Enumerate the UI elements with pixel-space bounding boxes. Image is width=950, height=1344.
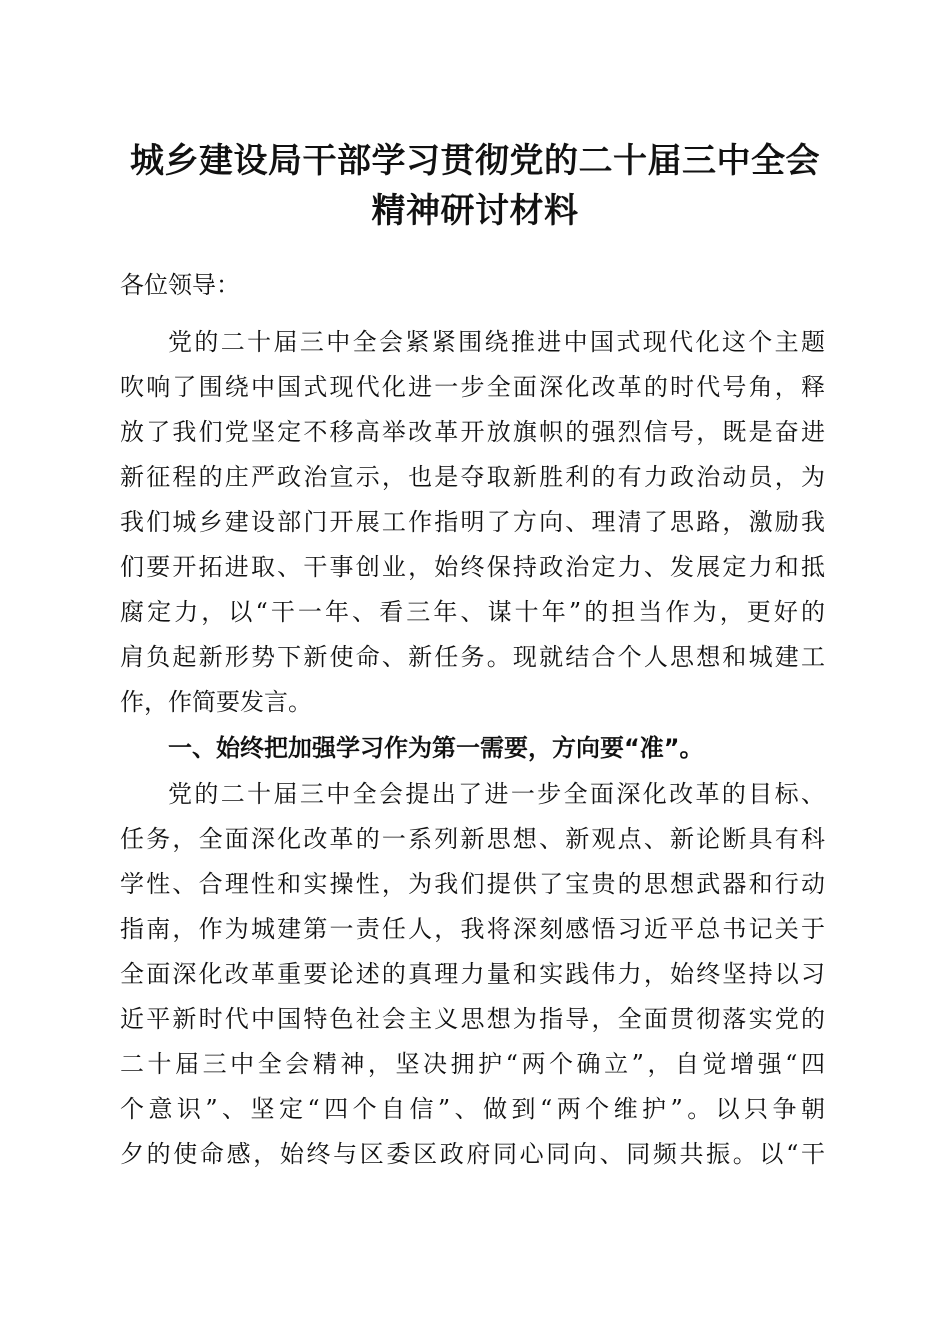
- paragraph-2-line: 近平新时代中国特色社会主义思想为指导，全面贯彻落实党的: [120, 1005, 825, 1033]
- paragraph-1-line: 作，作简要发言。: [120, 688, 312, 716]
- document-title-line-2: 精神研讨材料: [371, 191, 579, 231]
- paragraph-2-line: 个意识”、坚定“四个自信”、做到“两个维护”。以只争朝: [120, 1095, 825, 1123]
- paragraph-2-line: 指南，作为城建第一责任人，我将深刻感悟习近平总书记关于: [120, 915, 825, 943]
- section-heading-1: 一、始终把加强学习作为第一需要，方向要“准”。: [168, 734, 704, 762]
- salutation: 各位领导：: [120, 271, 240, 299]
- paragraph-1-line: 放了我们党坚定不移高举改革开放旗帜的强烈信号，既是奋进: [120, 418, 825, 446]
- paragraph-1-line: 新征程的庄严政治宣示，也是夺取新胜利的有力政治动员，为: [120, 463, 825, 491]
- paragraph-1-line: 腐定力，以“干一年、看三年、谋十年”的担当作为，更好的: [120, 598, 825, 626]
- paragraph-2-line: 二十届三中全会精神，坚决拥护“两个确立”，自觉增强“四: [120, 1050, 825, 1078]
- paragraph-2-line: 党的二十届三中全会提出了进一步全面深化改革的目标、: [168, 780, 825, 808]
- paragraph-2-line: 任务，全面深化改革的一系列新思想、新观点、新论断具有科: [120, 825, 825, 853]
- paragraph-2-line: 学性、合理性和实操性，为我们提供了宝贵的思想武器和行动: [120, 870, 825, 898]
- paragraph-1-line: 们要开拓进取、干事创业，始终保持政治定力、发展定力和抵: [120, 553, 825, 581]
- paragraph-2-line: 夕的使命感，始终与区委区政府同心同向、同频共振。以“干: [120, 1140, 825, 1168]
- paragraph-1-line: 我们城乡建设部门开展工作指明了方向、理清了思路，激励我: [120, 508, 825, 536]
- paragraph-1-line: 党的二十届三中全会紧紧围绕推进中国式现代化这个主题: [168, 328, 825, 356]
- paragraph-1-line: 吹响了围绕中国式现代化进一步全面深化改革的时代号角，释: [120, 373, 825, 401]
- document-title-line-1: 城乡建设局干部学习贯彻党的二十届三中全会: [130, 141, 820, 181]
- paragraph-2-line: 全面深化改革重要论述的真理力量和实践伟力，始终坚持以习: [120, 960, 825, 988]
- paragraph-1-line: 肩负起新形势下新使命、新任务。现就结合个人思想和城建工: [120, 643, 825, 671]
